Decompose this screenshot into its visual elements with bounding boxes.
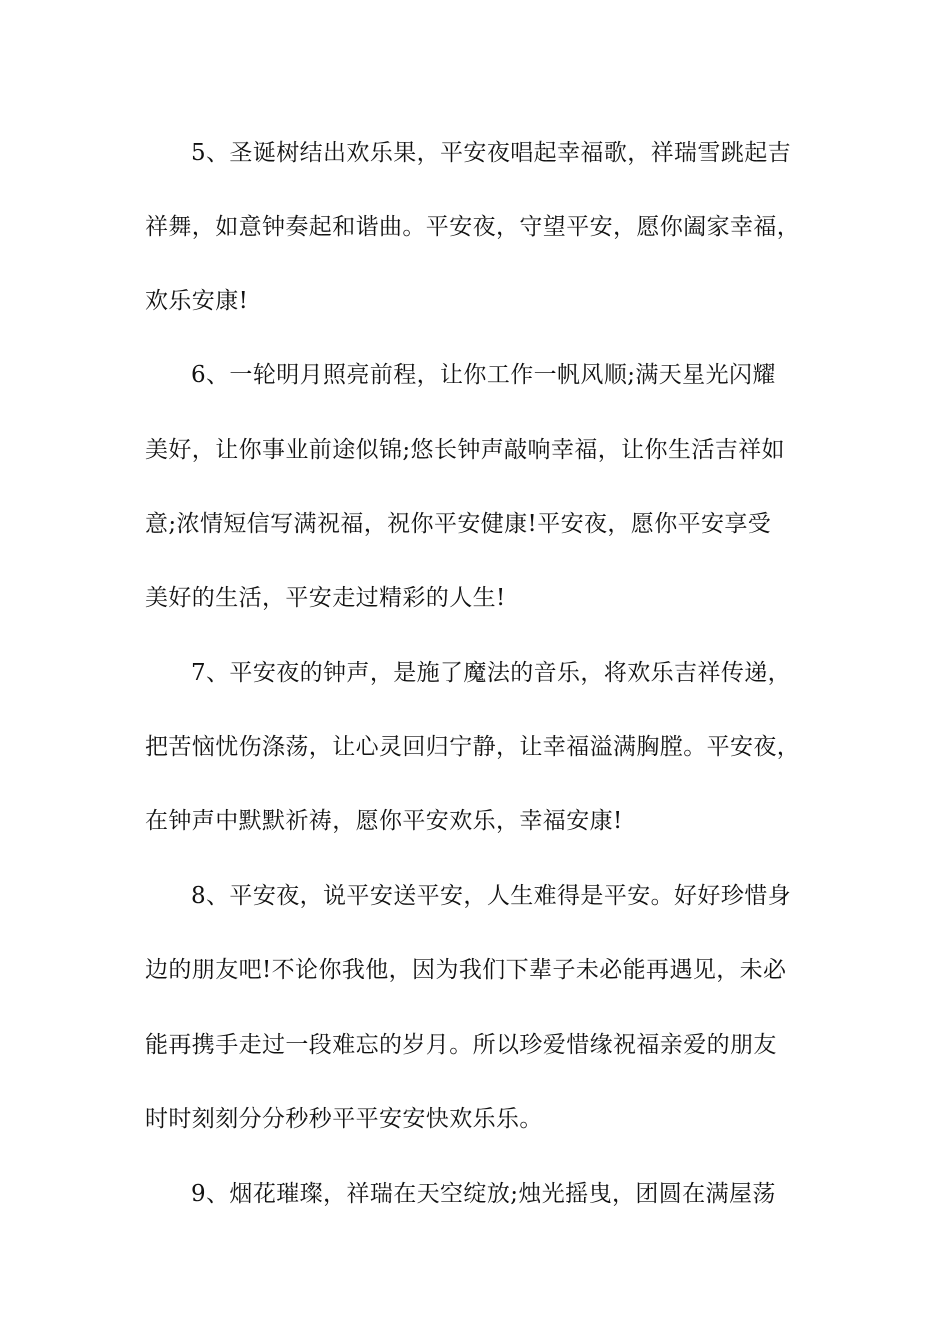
paragraph-6-line-1: 6、一轮明月照亮前程，让你工作一帆风顺;满天星光闪耀 xyxy=(191,362,776,388)
paragraph-7-line-2: 把苦恼忧伤涤荡，让心灵回归宁静，让幸福溢满胸膛。平安夜， xyxy=(145,734,801,760)
paragraph-8-line-2: 边的朋友吧!不论你我他，因为我们下辈子未必能再遇见，未必 xyxy=(145,957,787,983)
paragraph-6-line-3: 意;浓情短信写满祝福，祝你平安健康!平安夜，愿你平安享受 xyxy=(145,511,772,537)
paragraph-7-line-1: 7、平安夜的钟声，是施了魔法的音乐，将欢乐吉祥传递， xyxy=(191,660,792,686)
paragraph-5-line-2: 祥舞，如意钟奏起和谐曲。平安夜，守望平安，愿你阖家幸福， xyxy=(145,214,801,240)
paragraph-8-line-1: 8、平安夜，说平安送平安，人生难得是平安。好好珍惜身 xyxy=(191,883,792,909)
paragraph-5-line-3: 欢乐安康! xyxy=(145,288,249,314)
paragraph-5-line-1: 5、圣诞树结出欢乐果，平安夜唱起幸福歌，祥瑞雪跳起吉 xyxy=(191,140,792,166)
paragraph-8-line-3: 能再携手走过一段难忘的岁月。所以珍爱惜缘祝福亲爱的朋友 xyxy=(145,1032,777,1058)
paragraph-8-line-4: 时时刻刻分分秒秒平平安安快欢乐乐。 xyxy=(145,1106,543,1132)
paragraph-9-line-1: 9、烟花璀璨，祥瑞在天空绽放;烛光摇曳，团圆在满屋荡 xyxy=(191,1181,776,1207)
paragraph-6-line-2: 美好，让你事业前途似锦;悠长钟声敲响幸福，让你生活吉祥如 xyxy=(145,437,785,463)
paragraph-7-line-3: 在钟声中默默祈祷，愿你平安欢乐，幸福安康! xyxy=(145,808,623,834)
paragraph-6-line-4: 美好的生活，平安走过精彩的人生! xyxy=(145,585,506,611)
